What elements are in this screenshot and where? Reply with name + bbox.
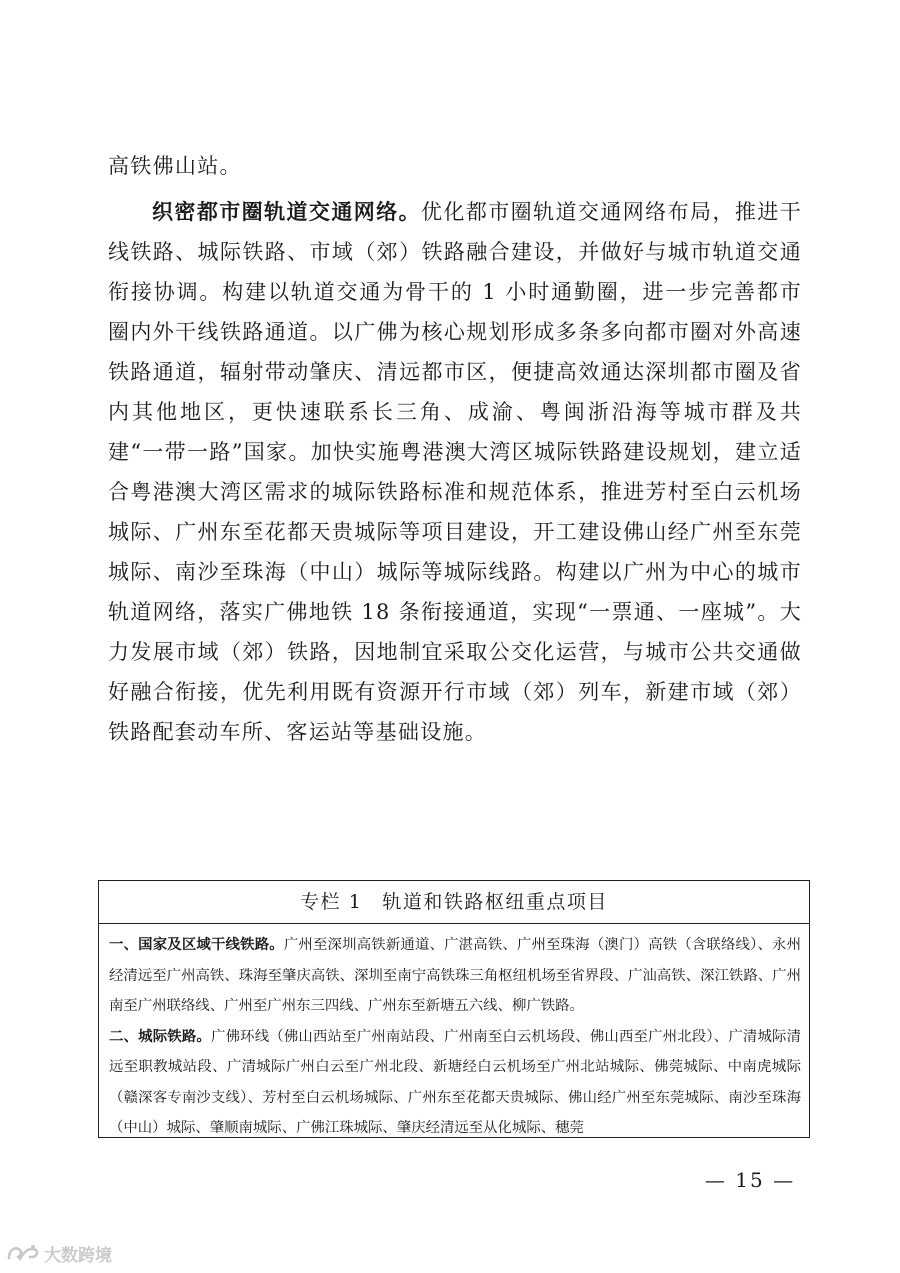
feature-box-section [109,930,801,1022]
section-text-trunk-rail: 广州至深圳高铁新通道、广湛高铁、广州至珠海（澳门）高铁（含联络线）、永州经清远至广州高铁、珠海至肇庆高铁、深圳至南宁高铁珠三角枢纽机场至省界段、广汕高铁、深江铁路、广州南至广州联络线、广州至广州东三四线、广州东至新塘五六线、柳广铁路。 [109,937,801,1014]
feature-box-content [99,924,809,1144]
page-number: — 15 — [704,1168,796,1192]
section-lead-trunk-rail: 一、国家及区域干线铁路。 [109,936,284,953]
paragraph-lead-heading: 织密都市圈轨道交通网络。 [152,199,422,224]
logo-icon [6,1242,40,1264]
paragraph-body-text: 优化都市圈轨道交通网络布局，推进干线铁路、城际铁路、市域（郊）铁路融合建设，并做好与城市轨道交通衔接协调。构建以轨道交通为骨干的 1 小时通勤圈，进一步完善都市圈内外干线铁路通道。以广佛为核心规划形成多条多向都市圈对外高速铁路通道，辐射带动肇庆、清远都市区，便捷高效通达深圳都市圈及省内其他地区，更快速联系长三角、成渝、粤闽浙沿海等城市群及共建“一带一路”国家。加快实施粤港澳大湾区城际铁路建设规划，建立适合粤港澳大湾区需求的城际铁路标准和规范体系，推进芳村至白云机场城际、广州东至花都天贵城际等项目建设，开工建设佛山经广州至东莞城际、南沙至珠海（中山）城际等城际线路。构建以广州为中心的城市轨道网络，落实广佛地铁 18 条衔接通道，实现“一票通、一座城”。大力发展市域（郊）铁路，因地制宜采取公交化运营，与城市公共交通做好融合衔接，优先利用既有资源开行市域（郊）列车，新建市域（郊）铁路配套动车所、客运站等基础设施。 [108,200,802,744]
feature-box-title [99,881,809,924]
feature-box-heading: 轨道和铁路枢纽重点项目 [382,891,608,913]
section-lead-intercity-rail: 二、城际铁路。 [109,1027,211,1045]
paragraph-rail-network [108,192,802,752]
feature-box-label: 专栏 1 [300,891,363,913]
watermark-text: 大数跨境 [44,1245,112,1266]
feature-box-section [109,1022,801,1144]
feature-box-projects [98,880,810,1138]
paragraph-continuation: 高铁佛山站。 [108,154,242,178]
section-text-intercity-rail: 广佛环线（佛山西站至广州南站段、广州南至白云机场段、佛山西至广州北段）、广清城际清远至职教城站段、广清城际广州白云至广州北段、新塘经白云机场至广州北站城际、佛莞城际、中南虎城际（赣深客专南沙支线）、芳村至白云机场城际、广州东至花都天贵城际、佛山经广州至东莞城际、南沙至珠海（中山）城际、肇顺南城际、广佛江珠城际、肇庆经清远至从化城际、穗莞 [109,1028,801,1136]
watermark [6,1240,112,1266]
